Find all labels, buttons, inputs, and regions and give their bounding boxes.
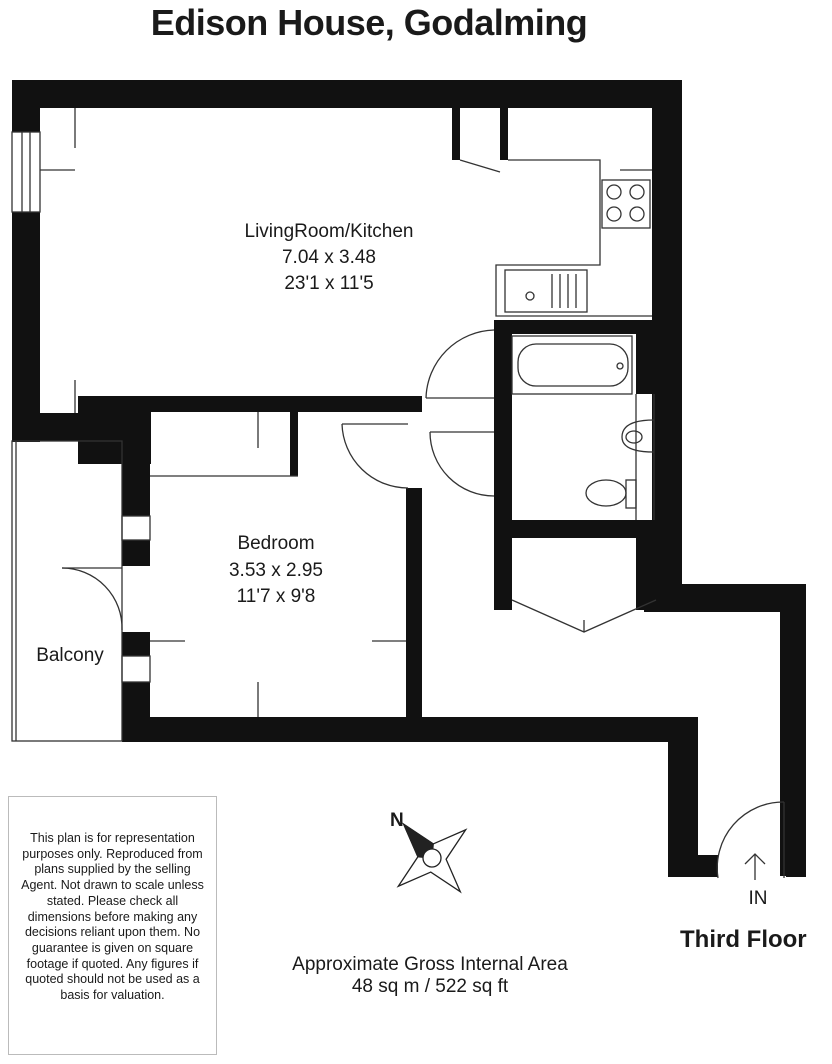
bedroom-imperial: 11'7 x 9'8 (236, 586, 316, 607)
floor-label: Third Floor (680, 926, 807, 953)
living-room-name: LivingRoom/Kitchen (244, 221, 414, 242)
entrance-label: IN (748, 888, 768, 909)
compass-letter: N (390, 810, 404, 831)
area-line-1: Approximate Gross Internal Area (292, 954, 568, 975)
area-summary (260, 954, 600, 998)
walls (12, 80, 806, 877)
bedroom-metric: 3.53 x 2.95 (228, 560, 324, 581)
compass-icon (370, 796, 494, 920)
plan-title: Edison House, Godalming (150, 2, 588, 43)
bedroom-name: Bedroom (237, 533, 315, 554)
living-room-imperial: 23'1 x 11'5 (284, 273, 374, 294)
disclaimer-box: This plan is for representation purposes only. Reproduced from plans supplied by the selling Agent. Not drawn to scale unless stated. Please check all dimensions before making any decisions reliant upon them. No guarantee is given on square footage if quoted. Any figures if quoted should not be used as a basis for valuation. (8, 796, 217, 1055)
living-room-metric: 7.04 x 3.48 (281, 247, 377, 268)
balcony-name: Balcony (36, 645, 104, 666)
area-line-2: 48 sq m / 522 sq ft (351, 976, 509, 997)
